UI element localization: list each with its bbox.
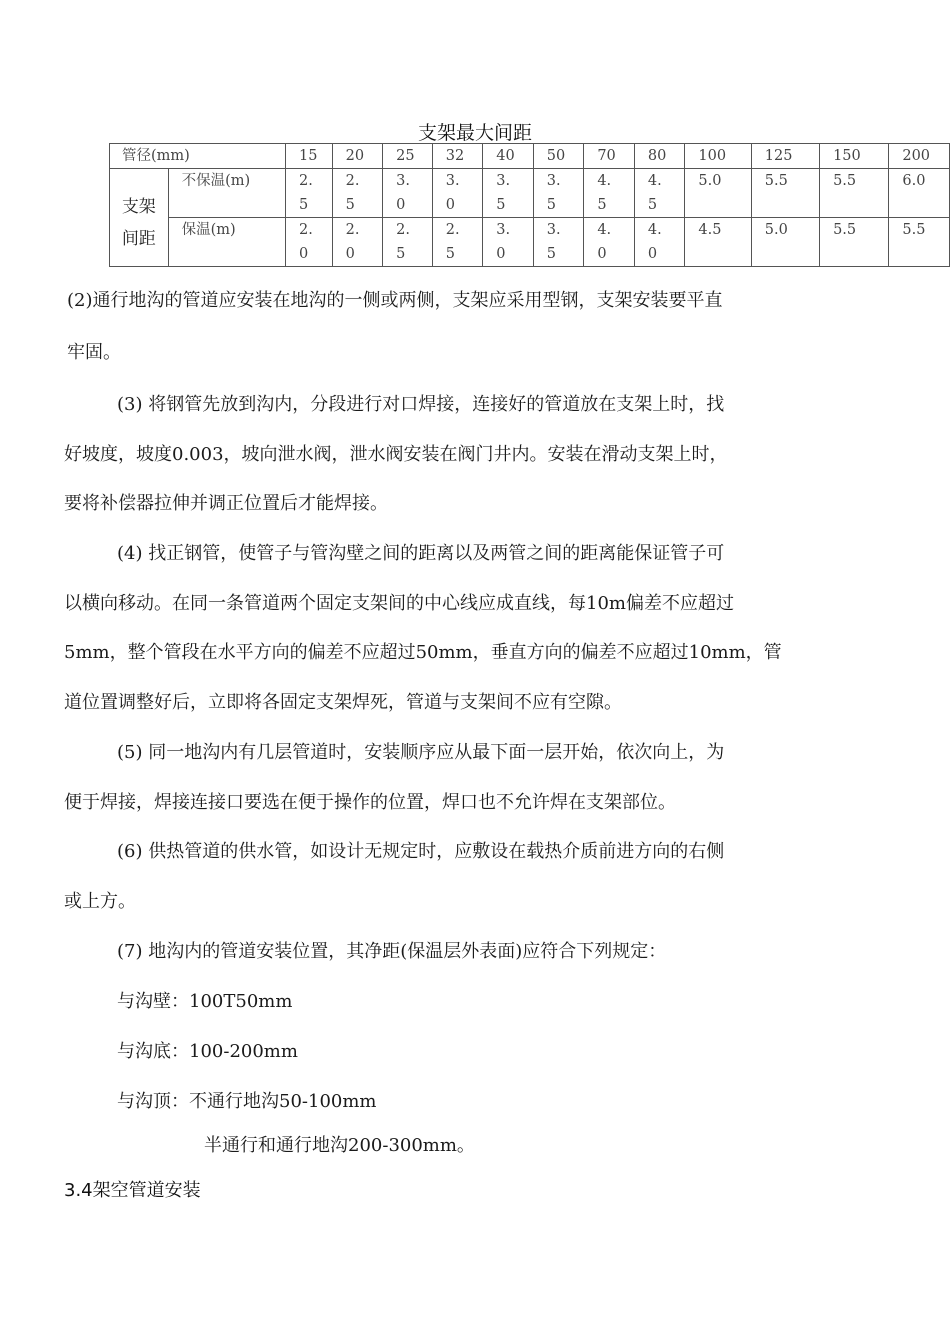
clearance-top-continued: 半通行和通行地沟200-300mm。 <box>204 1135 475 1156</box>
cell-value-part <box>698 242 750 266</box>
support-spacing-table <box>109 143 950 267</box>
cell-value-part: 5 <box>546 197 557 213</box>
spacing-unheated-cell <box>285 169 332 218</box>
spacing-heated-cell <box>685 218 751 267</box>
cell-value-part: 2. <box>445 222 460 238</box>
paragraph-3-line3: 要将补偿器拉伸并调正位置后才能焊接。 <box>64 493 388 514</box>
row-label-heated: 保温(m) <box>168 218 285 267</box>
cell-value-part: 3. <box>546 173 561 189</box>
cell-value-part: 5.5 <box>833 173 857 189</box>
diameter-header-cell: 50 <box>533 144 584 169</box>
spacing-unheated-cell <box>483 169 534 218</box>
cell-value-part: 0 <box>298 246 309 262</box>
paragraph-4-line2: 以横向移动。在同一条管道两个固定支架间的中心线应成直线，每10m偏差不应超过 <box>64 593 734 614</box>
cell-value-part: 5 <box>496 197 506 213</box>
table-row-unheated <box>110 169 950 218</box>
cell-value-part: 4. <box>597 222 612 238</box>
cell-value-part <box>902 242 949 266</box>
spacing-unheated-cell <box>889 169 950 218</box>
diameter-header-cell: 40 <box>483 144 534 169</box>
cell-value-part: 3. <box>546 222 561 238</box>
group-label-line1: 支架 <box>121 197 156 217</box>
paragraph-2-line2: 牢固。 <box>67 342 121 363</box>
cell-value-part <box>765 242 819 266</box>
spacing-heated-cell <box>634 218 685 267</box>
clearance-top: 与沟顶：不通行地沟50-100mm <box>117 1091 377 1112</box>
group-label-line2: 间距 <box>121 229 156 249</box>
cell-value-part <box>902 193 949 217</box>
group-label-cell <box>110 169 169 267</box>
spacing-unheated-cell <box>685 169 751 218</box>
paragraph-5-line2: 便于焊接，焊接连接口要选在便于操作的位置，焊口也不允许焊在支架部位。 <box>64 792 676 813</box>
spacing-unheated-cell <box>332 169 383 218</box>
paragraph-4-line1: (4) 找正钢管，使管子与管沟壁之间的距离以及两管之间的距离能保证管子可 <box>117 543 725 564</box>
cell-value-part: 5.0 <box>698 173 722 189</box>
spacing-heated-cell <box>751 218 819 267</box>
cell-value-part: 5.0 <box>764 222 788 238</box>
cell-value-part: 0 <box>647 246 658 262</box>
paragraph-2-line1: (2)通行地沟的管道应安装在地沟的一侧或两侧，支架应采用型钢，支架安装要平直 <box>67 290 723 311</box>
paragraph-6-line2: 或上方。 <box>64 891 136 912</box>
cell-value-part: 6.0 <box>902 173 926 189</box>
paragraph-4-line4: 道位置调整好后，立即将各固定支架焊死，管道与支架间不应有空隙。 <box>64 692 622 713</box>
diameter-header-cell: 25 <box>383 144 433 169</box>
cell-value-part: 0 <box>445 197 455 213</box>
spacing-heated-cell <box>820 218 889 267</box>
cell-value-part: 4. <box>647 222 662 238</box>
spacing-unheated-cell <box>634 169 685 218</box>
spacing-unheated-cell <box>432 169 483 218</box>
diameter-header-cell: 100 <box>685 144 751 169</box>
diameter-header: 管径(mm) <box>110 144 286 169</box>
spacing-heated-cell <box>533 218 584 267</box>
cell-value-part: 4. <box>597 173 612 189</box>
paragraph-3-line1: (3) 将钢管先放到沟内，分段进行对口焊接，连接好的管道放在支架上时，找 <box>117 394 725 415</box>
spacing-heated-cell <box>332 218 383 267</box>
cell-value-part: 0 <box>597 246 607 262</box>
cell-value-part: 5 <box>345 197 355 213</box>
cell-value-part: 5.5 <box>833 222 857 238</box>
cell-value-part: 2. <box>298 222 313 238</box>
diameter-header-cell: 70 <box>584 144 635 169</box>
cell-value-part: 4. <box>647 173 662 189</box>
diameter-header-cell: 200 <box>889 144 950 169</box>
spacing-heated-cell <box>889 218 950 267</box>
cell-value-part: 0 <box>396 197 406 213</box>
cell-value-part <box>765 193 819 217</box>
table-header-row <box>110 144 950 169</box>
cell-value-part: 3. <box>496 222 511 238</box>
diameter-header-cell: 125 <box>751 144 819 169</box>
clearance-bottom: 与沟底：100-200mm <box>117 1041 298 1062</box>
spacing-unheated-cell <box>584 169 635 218</box>
cell-value-part: 5 <box>647 197 658 213</box>
cell-value-part: 0 <box>345 246 355 262</box>
cell-value-part: 5.5 <box>902 222 926 238</box>
table-row-heated <box>110 218 950 267</box>
spacing-heated-cell <box>383 218 433 267</box>
row-label-unheated: 不保温(m) <box>168 169 285 218</box>
paragraph-7-line1: (7) 地沟内的管道安装位置，其净距(保温层外表面)应符合下列规定： <box>117 941 667 962</box>
cell-value-part: 3. <box>445 173 460 189</box>
cell-value-part: 5 <box>445 246 455 262</box>
cell-value-part <box>698 193 750 217</box>
cell-value-part: 2. <box>396 222 410 238</box>
cell-value-part: 5 <box>396 246 406 262</box>
diameter-header-cell: 20 <box>332 144 383 169</box>
paragraph-3-line2: 好坡度，坡度0.003，坡向泄水阀，泄水阀安装在阀门井内。安装在滑动支架上时， <box>64 444 728 465</box>
cell-value-part: 4.5 <box>698 222 722 238</box>
paragraph-4-line3: 5mm，整个管段在水平方向的偏差不应超过50mm，垂直方向的偏差不应超过10mm，管 <box>64 642 782 663</box>
spacing-unheated-cell <box>820 169 889 218</box>
cell-value-part: 2. <box>298 173 313 189</box>
clearance-wall: 与沟壁：100T50mm <box>117 991 293 1012</box>
cell-value-part: 5 <box>298 197 309 213</box>
diameter-header-cell: 150 <box>820 144 889 169</box>
diameter-header-cell: 32 <box>432 144 483 169</box>
table-title: 支架最大间距 <box>417 122 532 144</box>
diameter-header-cell: 80 <box>634 144 685 169</box>
paragraph-6-line1: (6) 供热管道的供水管，如设计无规定时，应敷设在载热介质前进方向的右侧 <box>117 841 725 862</box>
cell-value-part: 5 <box>546 246 557 262</box>
cell-value-part: 5 <box>597 197 607 213</box>
spacing-heated-cell <box>432 218 483 267</box>
cell-value-part: 3. <box>496 173 511 189</box>
section-heading: 3.4架空管道安装 <box>64 1180 201 1201</box>
paragraph-5-line1: (5) 同一地沟内有几层管道时，安装顺序应从最下面一层开始，依次向上，为 <box>117 742 725 763</box>
spacing-unheated-cell <box>383 169 433 218</box>
spacing-unheated-cell <box>533 169 584 218</box>
cell-value-part: 5.5 <box>764 173 788 189</box>
cell-value-part: 2. <box>345 222 360 238</box>
cell-value-part: 3. <box>396 173 410 189</box>
spacing-heated-cell <box>584 218 635 267</box>
cell-value-part: 2. <box>345 173 360 189</box>
cell-value-part <box>833 242 888 266</box>
spacing-heated-cell <box>285 218 332 267</box>
cell-value-part <box>833 193 888 217</box>
spacing-heated-cell <box>483 218 534 267</box>
cell-value-part: 0 <box>496 246 506 262</box>
spacing-unheated-cell <box>751 169 819 218</box>
diameter-header-cell: 15 <box>285 144 332 169</box>
